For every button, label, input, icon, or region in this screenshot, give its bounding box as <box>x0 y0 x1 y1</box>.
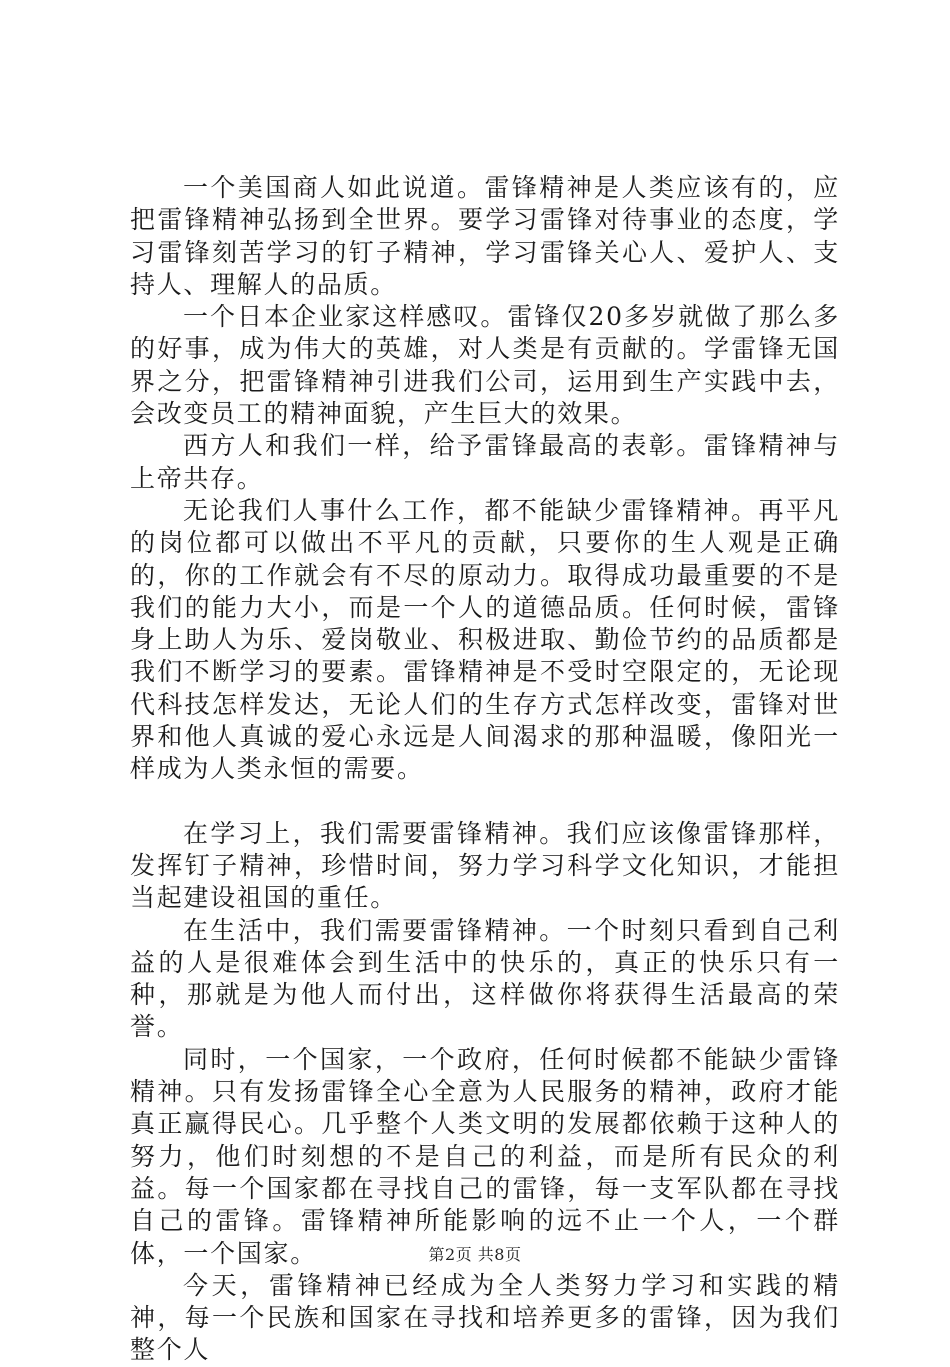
document-body <box>130 172 840 1367</box>
paragraph-today: 今天，雷锋精神已经成为全人类努力学习和实践的精神，每一个民族和国家在寻找和培养更多的雷锋，因为我们整个人 <box>130 1270 840 1365</box>
page-number-footer: 第2页 共8页 <box>428 1245 522 1264</box>
paragraph-any-work: 无论我们人事什么工作，都不能缺少雷锋精神。再平凡的岗位都可以做出不平凡的贡献，只要你的生人观是正确的，你的工作就会有不尽的原动力。取得成功最重要的不是我们的能力大小，而是一个人的道德品质。任何时候，雷锋身上助人为乐、爱岗敬业、积极进取、勤俭节约的品质都是我们不断学习的要素。雷锋精神是不受时空限定的，无论现代科技怎样发达，无论人们的生存方式怎样改变，雷锋对世界和他人真诚的爱心永远是人间渴求的那种温暖，像阳光一样成为人类永恒的需要。 <box>130 495 840 784</box>
paragraph-nation-government: 同时，一个国家，一个政府，任何时候都不能缺少雷锋精神。只有发扬雷锋全心全意为人民服务的精神，政府才能真正赢得民心。几乎整个人类文明的发展都依赖于这种人的努力，他们时刻想的不是自己的利益，而是所有民众的利益。每一个国家都在寻找自己的雷锋，每一支军队都在寻找自己的雷锋。雷锋精神所能影响的远不止一个人，一个群体，一个国家。 <box>130 1044 840 1268</box>
paragraph-westerners: 西方人和我们一样，给予雷锋最高的表彰。雷锋精神与上帝共存。 <box>130 431 840 493</box>
paragraph-in-life: 在生活中，我们需要雷锋精神。一个时刻只看到自己利益的人是很难体会到生活中的快乐的，真正的快乐只有一种，那就是为他人而付出，这样做你将获得生活最高的荣誉。 <box>130 915 840 1042</box>
paragraph-in-study: 在学习上，我们需要雷锋精神。我们应该像雷锋那样，发挥钉子精神，珍惜时间，努力学习科学文化知识，才能担当起建设祖国的重任。 <box>130 818 840 913</box>
paragraph-japanese-entrepreneur: 一个日本企业家这样感叹。雷锋仅20多岁就做了那么多的好事，成为伟大的英雄，对人类是有贡献的。学雷锋无国界之分，把雷锋精神引进我们公司，运用到生产实践中去，会改变员工的精神面貌，产生巨大的效果。 <box>130 302 840 429</box>
paragraph-american-merchant: 一个美国商人如此说道。雷锋精神是人类应该有的，应把雷锋精神弘扬到全世界。要学习雷锋对待事业的态度，学习雷锋刻苦学习的钉子精神，学习雷锋关心人、爱护人、支持人、理解人的品质。 <box>130 173 840 299</box>
